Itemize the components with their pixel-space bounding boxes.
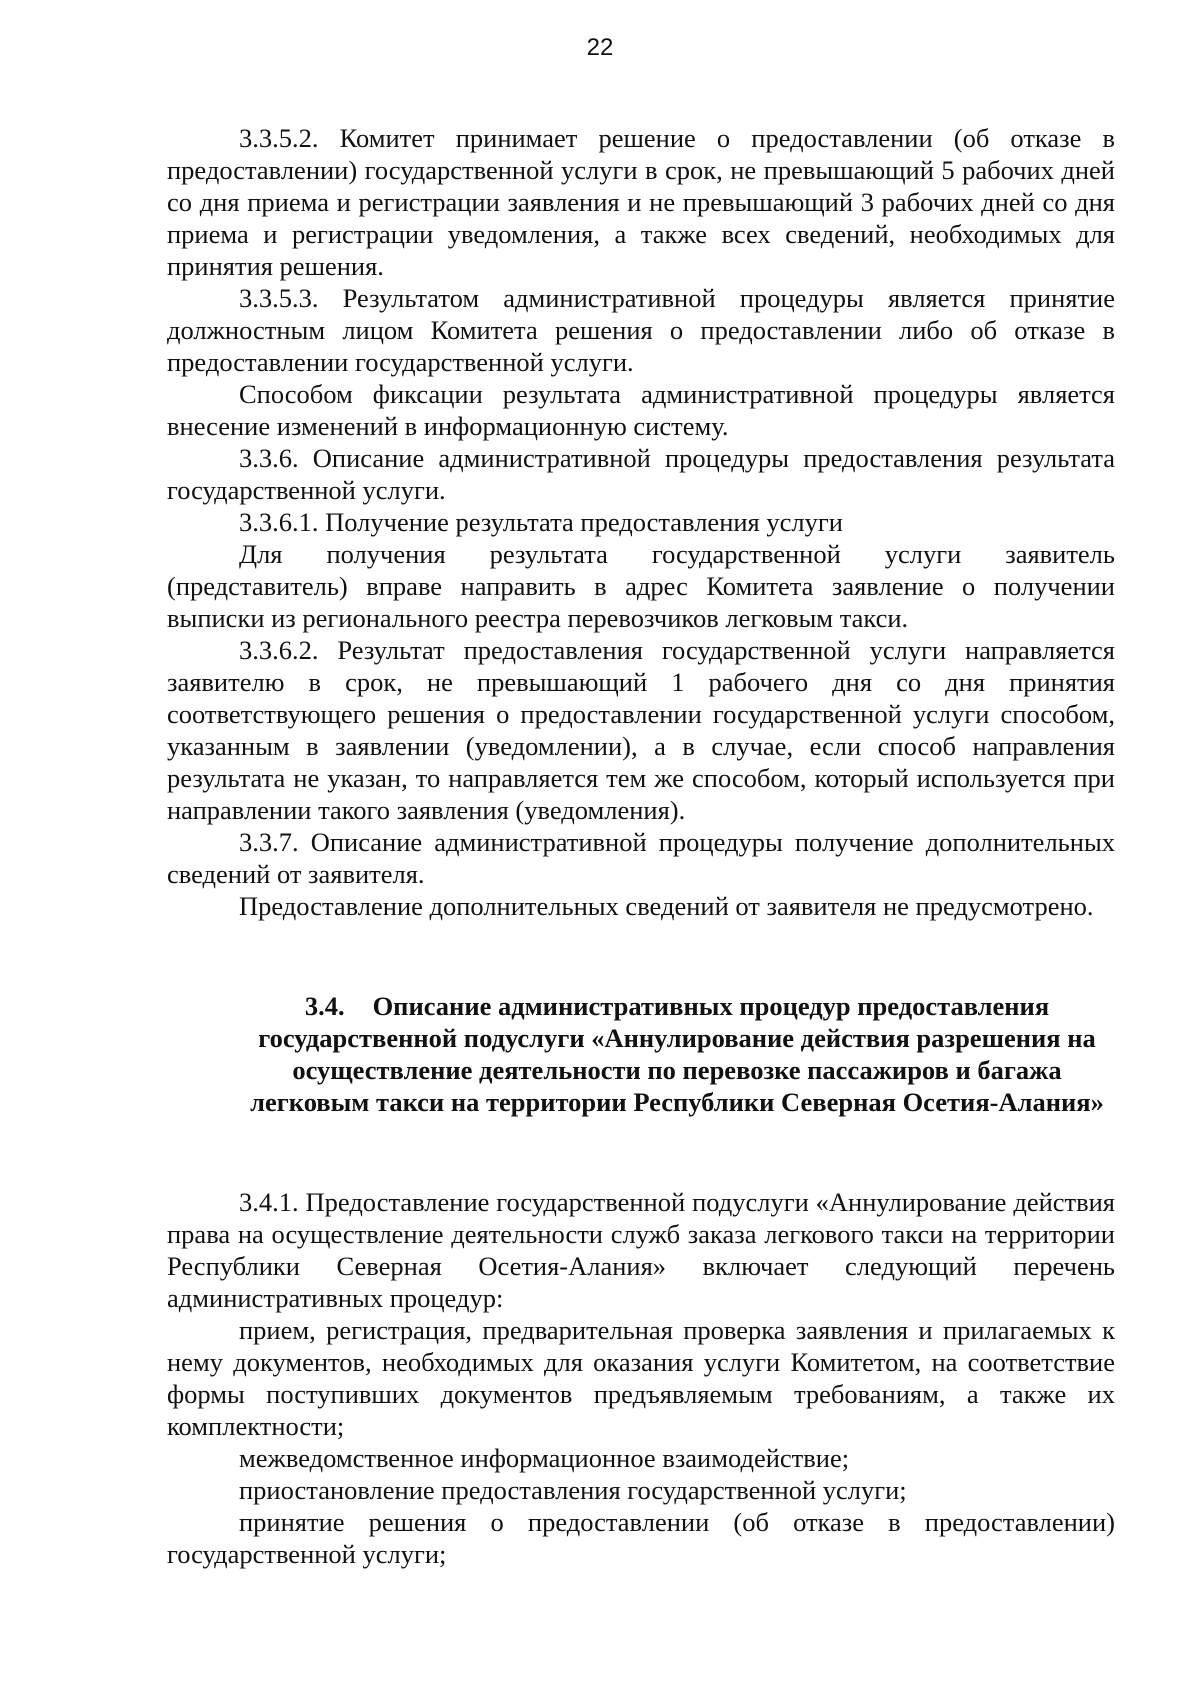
list-item-interaction: межведомственное информационное взаимодействие; — [239, 1443, 850, 1473]
paragraph-additional-info: Предоставление дополнительных сведений от заявителя не предусмотрено. — [239, 891, 1094, 921]
paragraph-3-3-7: 3.3.7. Описание административной процедуры получение дополнительных сведений от заявителя. — [167, 827, 1115, 889]
section-number: 3.4. — [304, 991, 345, 1021]
section-heading-3-4 — [167, 990, 1115, 1118]
paragraph-result-request: Для получения результата государственной услуги заявитель (представитель) вправе направить в адрес Комитета заявление о получении выписки из регионального реестра перевозчиков легковым такси. — [167, 539, 1115, 633]
paragraph-3-4-1: 3.4.1. Предоставление государственной подуслуги «Аннулирование действия права на осуществление деятельности служб заказа легкового такси на территории Республики Северная Осетия-Алания» включает следующий перечень административных процедур: — [167, 1187, 1115, 1313]
body-text-bottom — [167, 1186, 1115, 1570]
paragraph-3-3-6-1: 3.3.6.1. Получение результата предоставления услуги — [239, 507, 843, 537]
page-number: 22 — [586, 34, 614, 61]
paragraph-fixation-method: Способом фиксации результата административной процедуры является внесение изменений в информационную систему. — [167, 379, 1115, 441]
paragraph-3-3-6-2: 3.3.6.2. Результат предоставления государственной услуги направляется заявителю в срок, не превышающий 1 рабочего дня со дня принятия соответствующего решения о предоставлении государственной услуги способом, указанным в заявлении (уведомлении), а в случае, если способ направления результата не указан, то направляется тем же способом, который используется при направлении такого заявления (уведомления). — [167, 635, 1115, 825]
paragraph-3-3-5-2: 3.3.5.2. Комитет принимает решение о предоставлении (об отказе в предоставлении) государственной услуги в срок, не превышающий 5 рабочих дней со дня приема и регистрации заявления и не превышающий 3 рабочих дней со дня приема и регистрации уведомления, а также всех сведений, необходимых для принятия решения. — [167, 123, 1115, 281]
list-item-decision: принятие решения о предоставлении (об отказе в предоставлении) государственной услуги; — [167, 1507, 1115, 1569]
paragraph-3-3-5-3: 3.3.5.3. Результатом административной процедуры является принятие должностным лицом Комитета решения о предоставлении либо об отказе в предоставлении государственной услуги. — [167, 283, 1115, 377]
body-text-top — [167, 122, 1115, 922]
list-item-suspension: приостановление предоставления государственной услуги; — [239, 1475, 907, 1505]
paragraph-3-3-6: 3.3.6. Описание административной процедуры предоставления результата государственной услуги. — [167, 443, 1115, 505]
list-item-reception: прием, регистрация, предварительная проверка заявления и прилагаемых к нему документов, необходимых для оказания услуги Комитетом, на соответствие формы поступивших документов предъявляемым требованиям, а также их комплектности; — [167, 1315, 1115, 1441]
section-title: Описание административных процедур предоставления государственной подуслуги «Аннулирование действия разрешения на осуществление деятельности по перевозке пассажиров и багажа легковым такси на территории Республики Северная Осетия-Алания» — [250, 991, 1104, 1117]
